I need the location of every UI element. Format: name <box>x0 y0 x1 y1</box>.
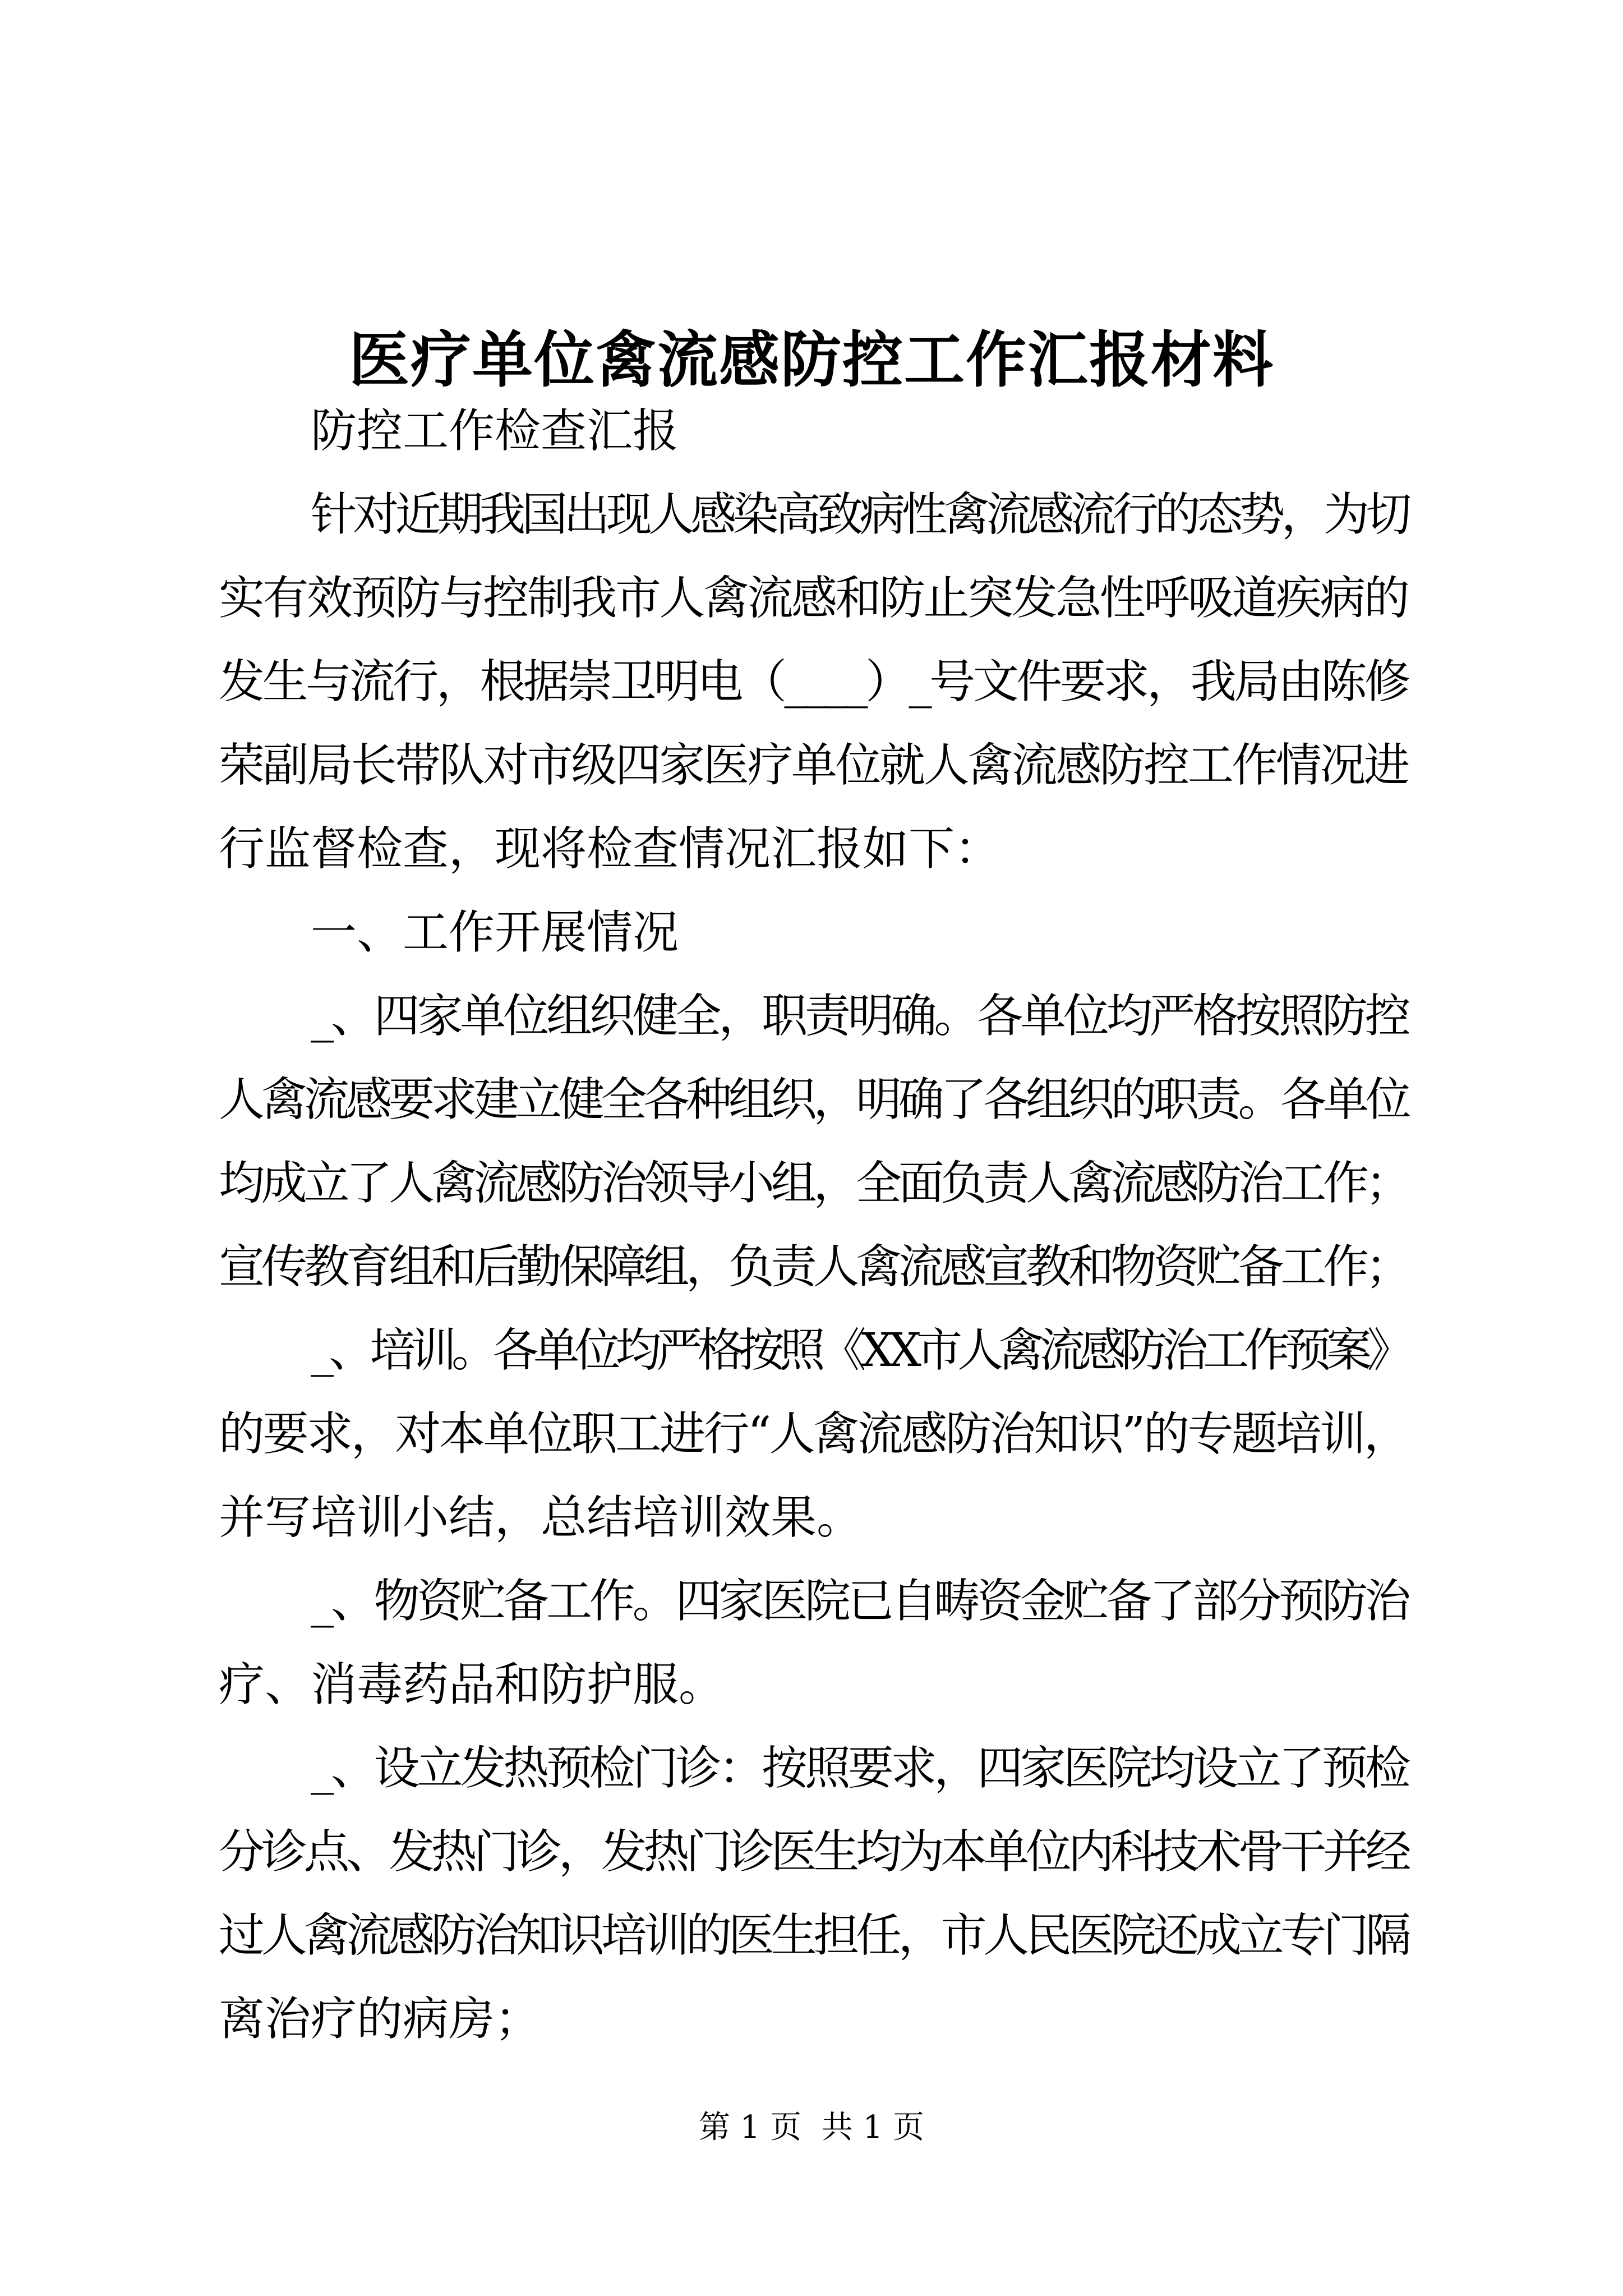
document-title: 医疗单位禽流感防控工作汇报材料 <box>348 325 1274 396</box>
paragraph-intro <box>219 473 1408 891</box>
text-line: 过人禽流感防治知识培训的医生担任，市人民医院还成立专门隔 <box>219 1909 1408 1962</box>
text-line: 针对近期我国出现人感染高致病性禽流感流行的态势，为切 <box>311 488 1408 541</box>
text-line: 均成立了人禽流感防治领导小组，全面负责人禽流感防治工作； <box>219 1157 1408 1210</box>
text-line: 的要求，对本单位职工进行“人禽流感防治知识”的专题培训， <box>219 1407 1408 1461</box>
text-line: 防控工作检查汇报 <box>311 404 679 458</box>
text-line: 发生与流行，根据崇卫明电（____）_号文件要求，我局由陈修 <box>219 655 1408 708</box>
text-line: 离治疗的病房； <box>219 1993 541 2046</box>
text-line: 一、工作开展情况 <box>311 906 679 959</box>
text-line: 人禽流感要求建立健全各种组织，明确了各组织的职责。各单位 <box>219 1073 1408 1126</box>
paragraph-supplies <box>219 1559 1408 1727</box>
text-line: 实有效预防与控制我市人禽流感和防止突发急性呼吸道疾病的 <box>219 572 1408 625</box>
paragraph-organization <box>219 974 1408 1309</box>
paragraph-training <box>219 1309 1408 1559</box>
page-footer: 第 1 页 共 1 页 <box>698 2109 925 2146</box>
section-heading <box>219 891 1408 974</box>
text-line: 荣副局长带队对市级四家医疗单位就人禽流感防控工作情况进 <box>219 739 1408 792</box>
paragraph-subheading <box>219 389 1408 473</box>
text-line: _、物资贮备工作。四家医院已自畴资金贮备了部分预防治 <box>311 1575 1408 1628</box>
text-line: 行监督检查，现将检查情况汇报如下： <box>219 822 1001 876</box>
text-line: 疗、消毒药品和防护服。 <box>219 1658 725 1711</box>
text-line: _、培训。各单位均严格按照《XX市人禽流感防治工作预案》 <box>311 1324 1408 1377</box>
document-body <box>219 389 1408 2061</box>
text-line: 并写培训小结，总结培训效果。 <box>219 1491 863 1544</box>
text-line: _、设立发热预检门诊：按照要求，四家医院均设立了预检 <box>311 1742 1408 1795</box>
text-line: _、四家单位组织健全，职责明确。各单位均严格按照防控 <box>311 990 1408 1043</box>
paragraph-fever-clinic <box>219 1727 1408 2061</box>
text-line: 宣传教育组和后勤保障组，负责人禽流感宣教和物资贮备工作； <box>219 1240 1408 1294</box>
text-line: 分诊点、发热门诊，发热门诊医生均为本单位内科技术骨干并经 <box>219 1825 1408 1879</box>
